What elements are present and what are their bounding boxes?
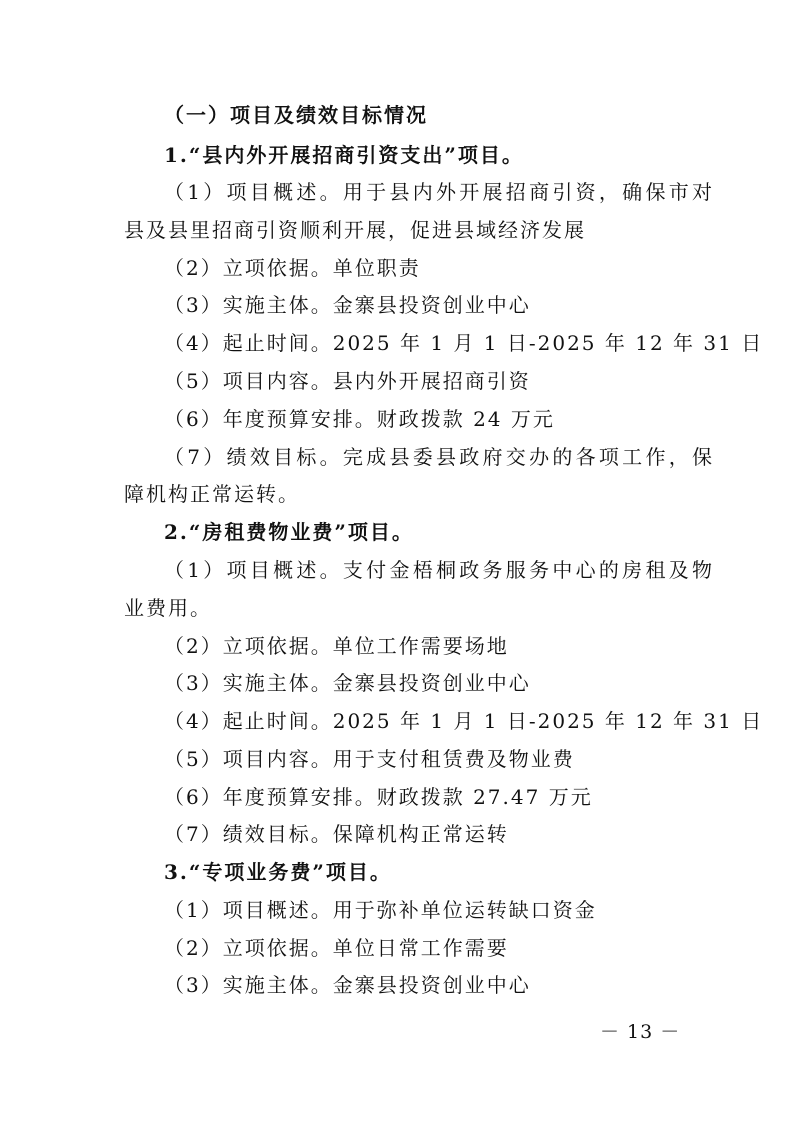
- project-1-overview-continued: 县及县里招商引资顺利开展，促进县域经济发展: [124, 218, 586, 242]
- project-1-basis: （2）立项依据。单位职责: [164, 256, 421, 280]
- project-2-implementer: （3）实施主体。金寨县投资创业中心: [164, 671, 531, 695]
- section-heading: （一）项目及绩效目标情况: [164, 103, 428, 127]
- project-3-implementer: （3）实施主体。金寨县投资创业中心: [164, 973, 531, 997]
- project-1-goal-continued: 障机构正常运转。: [124, 482, 300, 506]
- project-2-basis: （2）立项依据。单位工作需要场地: [164, 634, 509, 658]
- page-number: － 13 －: [600, 1021, 681, 1043]
- project-1-goal: （7）绩效目标。完成县委县政府交办的各项工作，保: [164, 445, 714, 469]
- project-2-period: （4）起止时间。2025 年 1 月 1 日-2025 年 12 年 31 日: [164, 709, 764, 733]
- project-1-content: （5）项目内容。县内外开展招商引资: [164, 369, 531, 393]
- project-2-title: 2.“房租费物业费”项目。: [164, 520, 414, 544]
- project-1-budget: （6）年度预算安排。财政拨款 24 万元: [164, 407, 555, 431]
- project-2-goal: （7）绩效目标。保障机构正常运转: [164, 822, 509, 846]
- project-3-basis: （2）立项依据。单位日常工作需要: [164, 936, 509, 960]
- project-2-budget: （6）年度预算安排。财政拨款 27.47 万元: [164, 785, 593, 809]
- project-1-period: （4）起止时间。2025 年 1 月 1 日-2025 年 12 年 31 日: [164, 331, 764, 355]
- project-3-title: 3.“专项业务费”项目。: [164, 860, 392, 884]
- project-2-content: （5）项目内容。用于支付租赁费及物业费: [164, 747, 575, 771]
- project-1-overview: （1）项目概述。用于县内外开展招商引资，确保市对: [164, 180, 714, 204]
- project-2-overview-continued: 业费用。: [124, 596, 212, 620]
- project-1-title: 1.“县内外开展招商引资支出”项目。: [164, 143, 524, 167]
- project-1-implementer: （3）实施主体。金寨县投资创业中心: [164, 293, 531, 317]
- project-3-overview: （1）项目概述。用于弥补单位运转缺口资金: [164, 898, 597, 922]
- project-2-overview: （1）项目概述。支付金梧桐政务服务中心的房租及物: [164, 558, 714, 582]
